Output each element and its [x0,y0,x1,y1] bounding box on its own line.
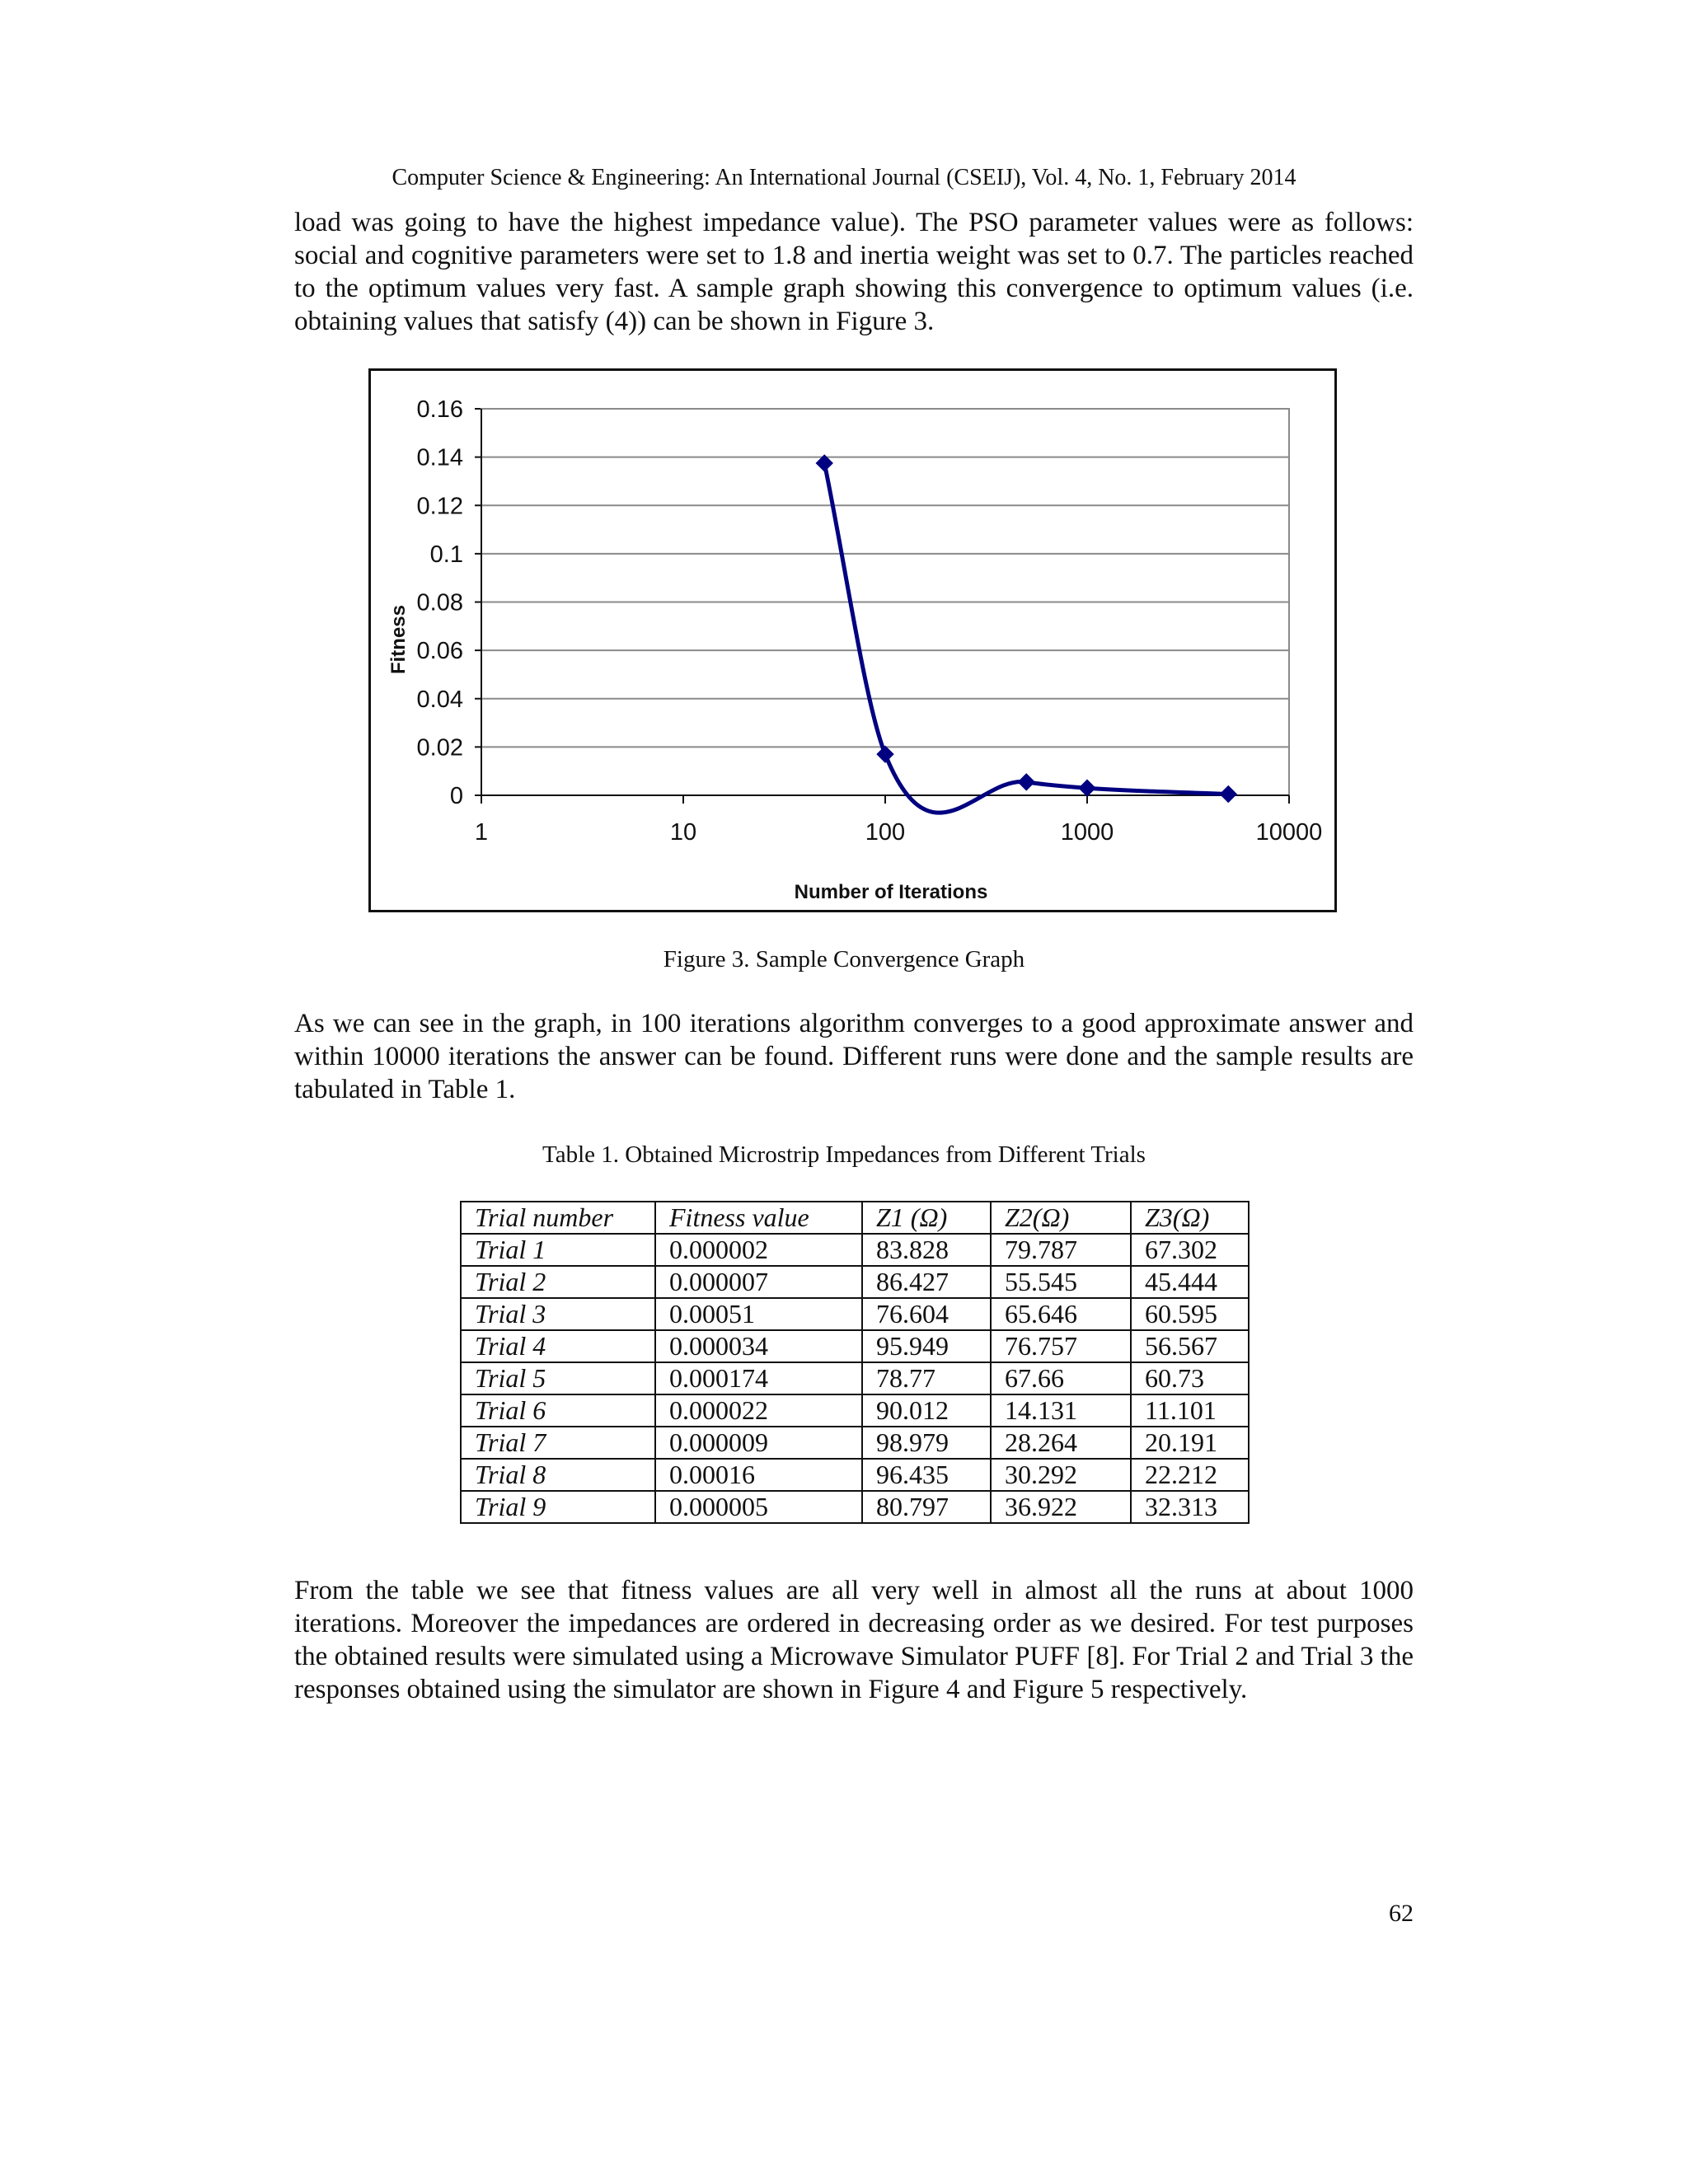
x-tick-label: 1 [474,819,489,846]
y-tick-label: 0.04 [416,686,463,713]
body-paragraph-1: load was going to have the highest impedance value). The PSO parameter values were as follows: social and cognitive parameters were set to 1.8 and inertia weight was set to 0.7. The particles reached to the optimum values very fast. A sample graph showing this convergence to optimum values (i.e. obtaining values that satisfy (4)) can be shown in Figure 3. [294,208,1414,336]
table-cell: 86.427 [862,1266,991,1298]
table-cell: 32.313 [1131,1491,1249,1523]
data-point-marker [877,746,893,762]
x-tick-label: 100 [865,819,906,846]
data-point-marker [1079,780,1095,796]
chart-series [816,455,1236,813]
figure-caption: Figure 3. Sample Convergence Graph [663,946,1025,972]
convergence-chart-svg [371,371,1334,910]
table-header-cell: Z1 (Ω) [862,1202,991,1234]
impedance-table [460,1201,1250,1524]
figure-3-chart [368,368,1337,912]
table-row [461,1234,1249,1266]
table-cell: Trial 2 [461,1266,655,1298]
table-cell: Trial 5 [461,1362,655,1394]
y-tick-label: 0.14 [416,444,463,471]
table-row [461,1298,1249,1330]
chart-tick-labels [417,396,1323,846]
table-cell: 28.264 [991,1427,1131,1459]
table-cell: 0.000005 [655,1491,862,1523]
table-cell: 78.77 [862,1362,991,1394]
y-tick-label: 0.12 [416,493,463,520]
table-cell: 55.545 [991,1266,1131,1298]
y-tick-label: 0 [449,783,463,809]
table-cell: 0.00016 [655,1459,862,1491]
table-cell: Trial 8 [461,1459,655,1491]
table-cell: Trial 4 [461,1330,655,1362]
table-cell: 67.66 [991,1362,1131,1394]
table-cell: 56.567 [1131,1330,1249,1362]
table-cell: 65.646 [991,1298,1131,1330]
data-point-marker [1018,774,1034,790]
x-tick-label: 10 [669,819,697,846]
table-header-row [461,1202,1249,1234]
y-axis-title: Fitness [387,604,410,675]
table-header-cell: Z2(Ω) [991,1202,1131,1234]
chart-gridlines [481,409,1289,795]
table-row [461,1491,1249,1523]
table-row [461,1394,1249,1427]
table-cell: 0.000009 [655,1427,862,1459]
y-tick-label: 0.1 [429,541,463,568]
table-cell: 67.302 [1131,1234,1249,1266]
table-cell: Trial 9 [461,1491,655,1523]
table-row [461,1266,1249,1298]
table-caption: Table 1. Obtained Microstrip Impedances from Different Trials [542,1141,1146,1168]
x-axis-title: Number of Iterations [794,881,988,903]
table-cell: 90.012 [862,1394,991,1427]
table-cell: 45.444 [1131,1266,1249,1298]
table-row [461,1459,1249,1491]
table-header-cell: Fitness value [655,1202,862,1234]
table-header-cell: Z3(Ω) [1131,1202,1249,1234]
x-tick-label: 1000 [1060,819,1114,846]
y-tick-label: 0.06 [416,638,463,665]
table-cell: 76.757 [991,1330,1131,1362]
table-header-cell: Trial number [461,1202,655,1234]
table-cell: Trial 3 [461,1298,655,1330]
table-cell: Trial 1 [461,1234,655,1266]
table-cell: 0.000002 [655,1234,862,1266]
body-paragraph-2: As we can see in the graph, in 100 iterations algorithm converges to a good approximate answer and within 10000 iterations the answer can be found. Different runs were done and the sample results are tabulated in Table 1. [294,1009,1414,1104]
table-cell: 0.000007 [655,1266,862,1298]
page-number: 62 [1389,1900,1414,1927]
table-row [461,1427,1249,1459]
table-cell: 36.922 [991,1491,1131,1523]
y-tick-label: 0.08 [416,589,463,616]
table-cell: 96.435 [862,1459,991,1491]
table-row [461,1330,1249,1362]
y-tick-label: 0.16 [416,396,463,423]
table-cell: 20.191 [1131,1427,1249,1459]
table-cell: 14.131 [991,1394,1131,1427]
table-cell: 30.292 [991,1459,1131,1491]
body-paragraph-3: From the table we see that fitness values are all very well in almost all the runs at about 1000 iterations. Moreover the impedances are ordered in decreasing order as we desired. For test purposes the obtained results were simulated using a Microwave Simulator PUFF [8]. For Trial 2 and Trial 3 the responses obtained using the simulator are shown in Figure 4 and Figure 5 respectively. [294,1576,1414,1704]
table-cell: 0.00051 [655,1298,862,1330]
running-header: Computer Science & Engineering: An International Journal (CSEIJ), Vol. 4, No. 1, February 2014 [392,165,1296,190]
table-row [461,1362,1249,1394]
table-cell: 60.595 [1131,1298,1249,1330]
table-cell: 22.212 [1131,1459,1249,1491]
table-cell: 60.73 [1131,1362,1249,1394]
table-cell: 0.000034 [655,1330,862,1362]
table-cell: 98.979 [862,1427,991,1459]
data-point-marker [1220,786,1236,803]
table-cell: 0.000022 [655,1394,862,1427]
table-cell: 11.101 [1131,1394,1249,1427]
table-cell: 79.787 [991,1234,1131,1266]
table-cell: 0.000174 [655,1362,862,1394]
table-cell: 80.797 [862,1491,991,1523]
table-cell: 83.828 [862,1234,991,1266]
table-cell: Trial 6 [461,1394,655,1427]
table-cell: Trial 7 [461,1427,655,1459]
y-tick-label: 0.02 [416,734,463,762]
table-cell: 95.949 [862,1330,991,1362]
table-cell: 76.604 [862,1298,991,1330]
x-tick-label: 10000 [1255,819,1323,846]
